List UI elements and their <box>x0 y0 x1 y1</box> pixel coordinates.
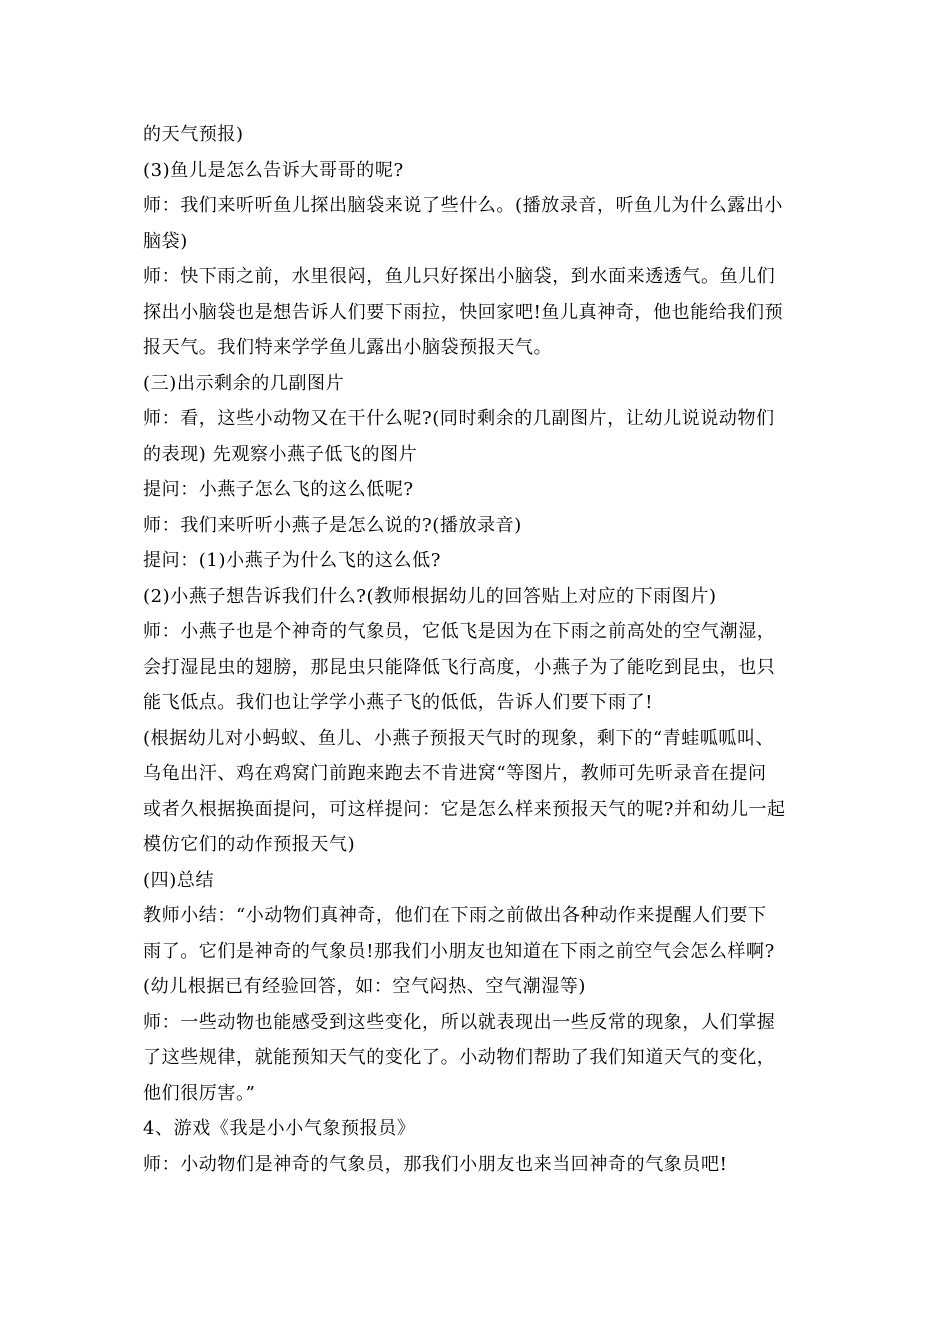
text-line: 模仿它们的动作预报天气) <box>143 834 356 855</box>
text-line: 探出小脑袋也是想告诉人们要下雨拉，快回家吧!鱼儿真神奇，他也能给我们预 <box>143 301 784 323</box>
section-heading: 4、游戏《我是小小气象预报员》 <box>143 1118 416 1139</box>
text-line: (3)鱼儿是怎么告诉大哥哥的呢? <box>143 159 404 181</box>
section-heading: (四)总结 <box>143 869 215 891</box>
text-line: 或者久根据换面提问，可这样提问：它是怎么样来预报天气的呢?并和幼儿一起 <box>143 798 786 820</box>
text-line: 师：小燕子也是个神奇的气象员，它低飞是因为在下雨之前高处的空气潮湿， <box>143 621 776 642</box>
text-line: 师：我们来听听鱼儿探出脑袋来说了些什么。(播放录音，听鱼儿为什么露出小 <box>143 195 784 216</box>
text-line: 提问：(1)小燕子为什么飞的这么低? <box>143 550 441 571</box>
text-line: 脑袋) <box>143 230 188 252</box>
text-line: 提问：小燕子怎么飞的这么低呢? <box>143 479 414 500</box>
text-line: 的表现) 先观察小燕子低飞的图片 <box>143 443 418 465</box>
text-line: (2)小燕子想告诉我们什么?(教师根据幼儿的回答贴上对应的下雨图片) <box>143 585 717 607</box>
text-line: 师：看，这些小动物又在干什么呢?(同时剩余的几副图片，让幼儿说说动物们 <box>143 408 775 429</box>
text-line: 他们很厉害。” <box>143 1082 256 1104</box>
text-line: 师：小动物们是神奇的气象员，那我们小朋友也来当回神奇的气象员吧! <box>143 1153 728 1175</box>
text-line: (幼儿根据已有经验回答，如：空气闷热、空气潮湿等) <box>143 976 587 997</box>
document-body <box>143 117 811 1182</box>
text-line: 乌龟出汗、鸡在鸡窝门前跑来跑去不肯进窝“等图片，教师可先听录音在提问 <box>143 763 767 784</box>
text-line: 雨了。它们是神奇的气象员!那我们小朋友也知道在下雨之前空气会怎么样啊? <box>143 940 775 962</box>
text-line: (根据幼儿对小蚂蚁、鱼儿、小燕子预报天气时的现象，剩下的“青蛙呱呱叫、 <box>143 727 775 749</box>
text-line: 了这些规律，就能预知天气的变化了。小动物们帮助了我们知道天气的变化， <box>143 1047 776 1068</box>
text-line: 师：快下雨之前，水里很闷，鱼儿只好探出小脑袋，到水面来透透气。鱼儿们 <box>143 266 776 287</box>
text-line: 能飞低点。我们也让学学小燕子飞的低低，告诉人们要下雨了! <box>143 692 654 713</box>
section-heading: (三)出示剩余的几副图片 <box>143 372 345 394</box>
text-line: 的天气预报) <box>143 124 244 145</box>
text-line: 师：一些动物也能感受到这些变化，所以就表现出一些反常的现象，人们掌握 <box>143 1011 776 1033</box>
text-line: 师：我们来听听小燕子是怎么说的?(播放录音) <box>143 514 522 536</box>
text-line: 教师小结：“小动物们真神奇，他们在下雨之前做出各种动作来提醒人们要下 <box>143 905 767 926</box>
text-line: 会打湿昆虫的翅膀，那昆虫只能降低飞行高度，小燕子为了能吃到昆虫，也只 <box>143 656 776 678</box>
text-line: 报天气。我们特来学学鱼儿露出小脑袋预报天气。 <box>143 337 553 358</box>
